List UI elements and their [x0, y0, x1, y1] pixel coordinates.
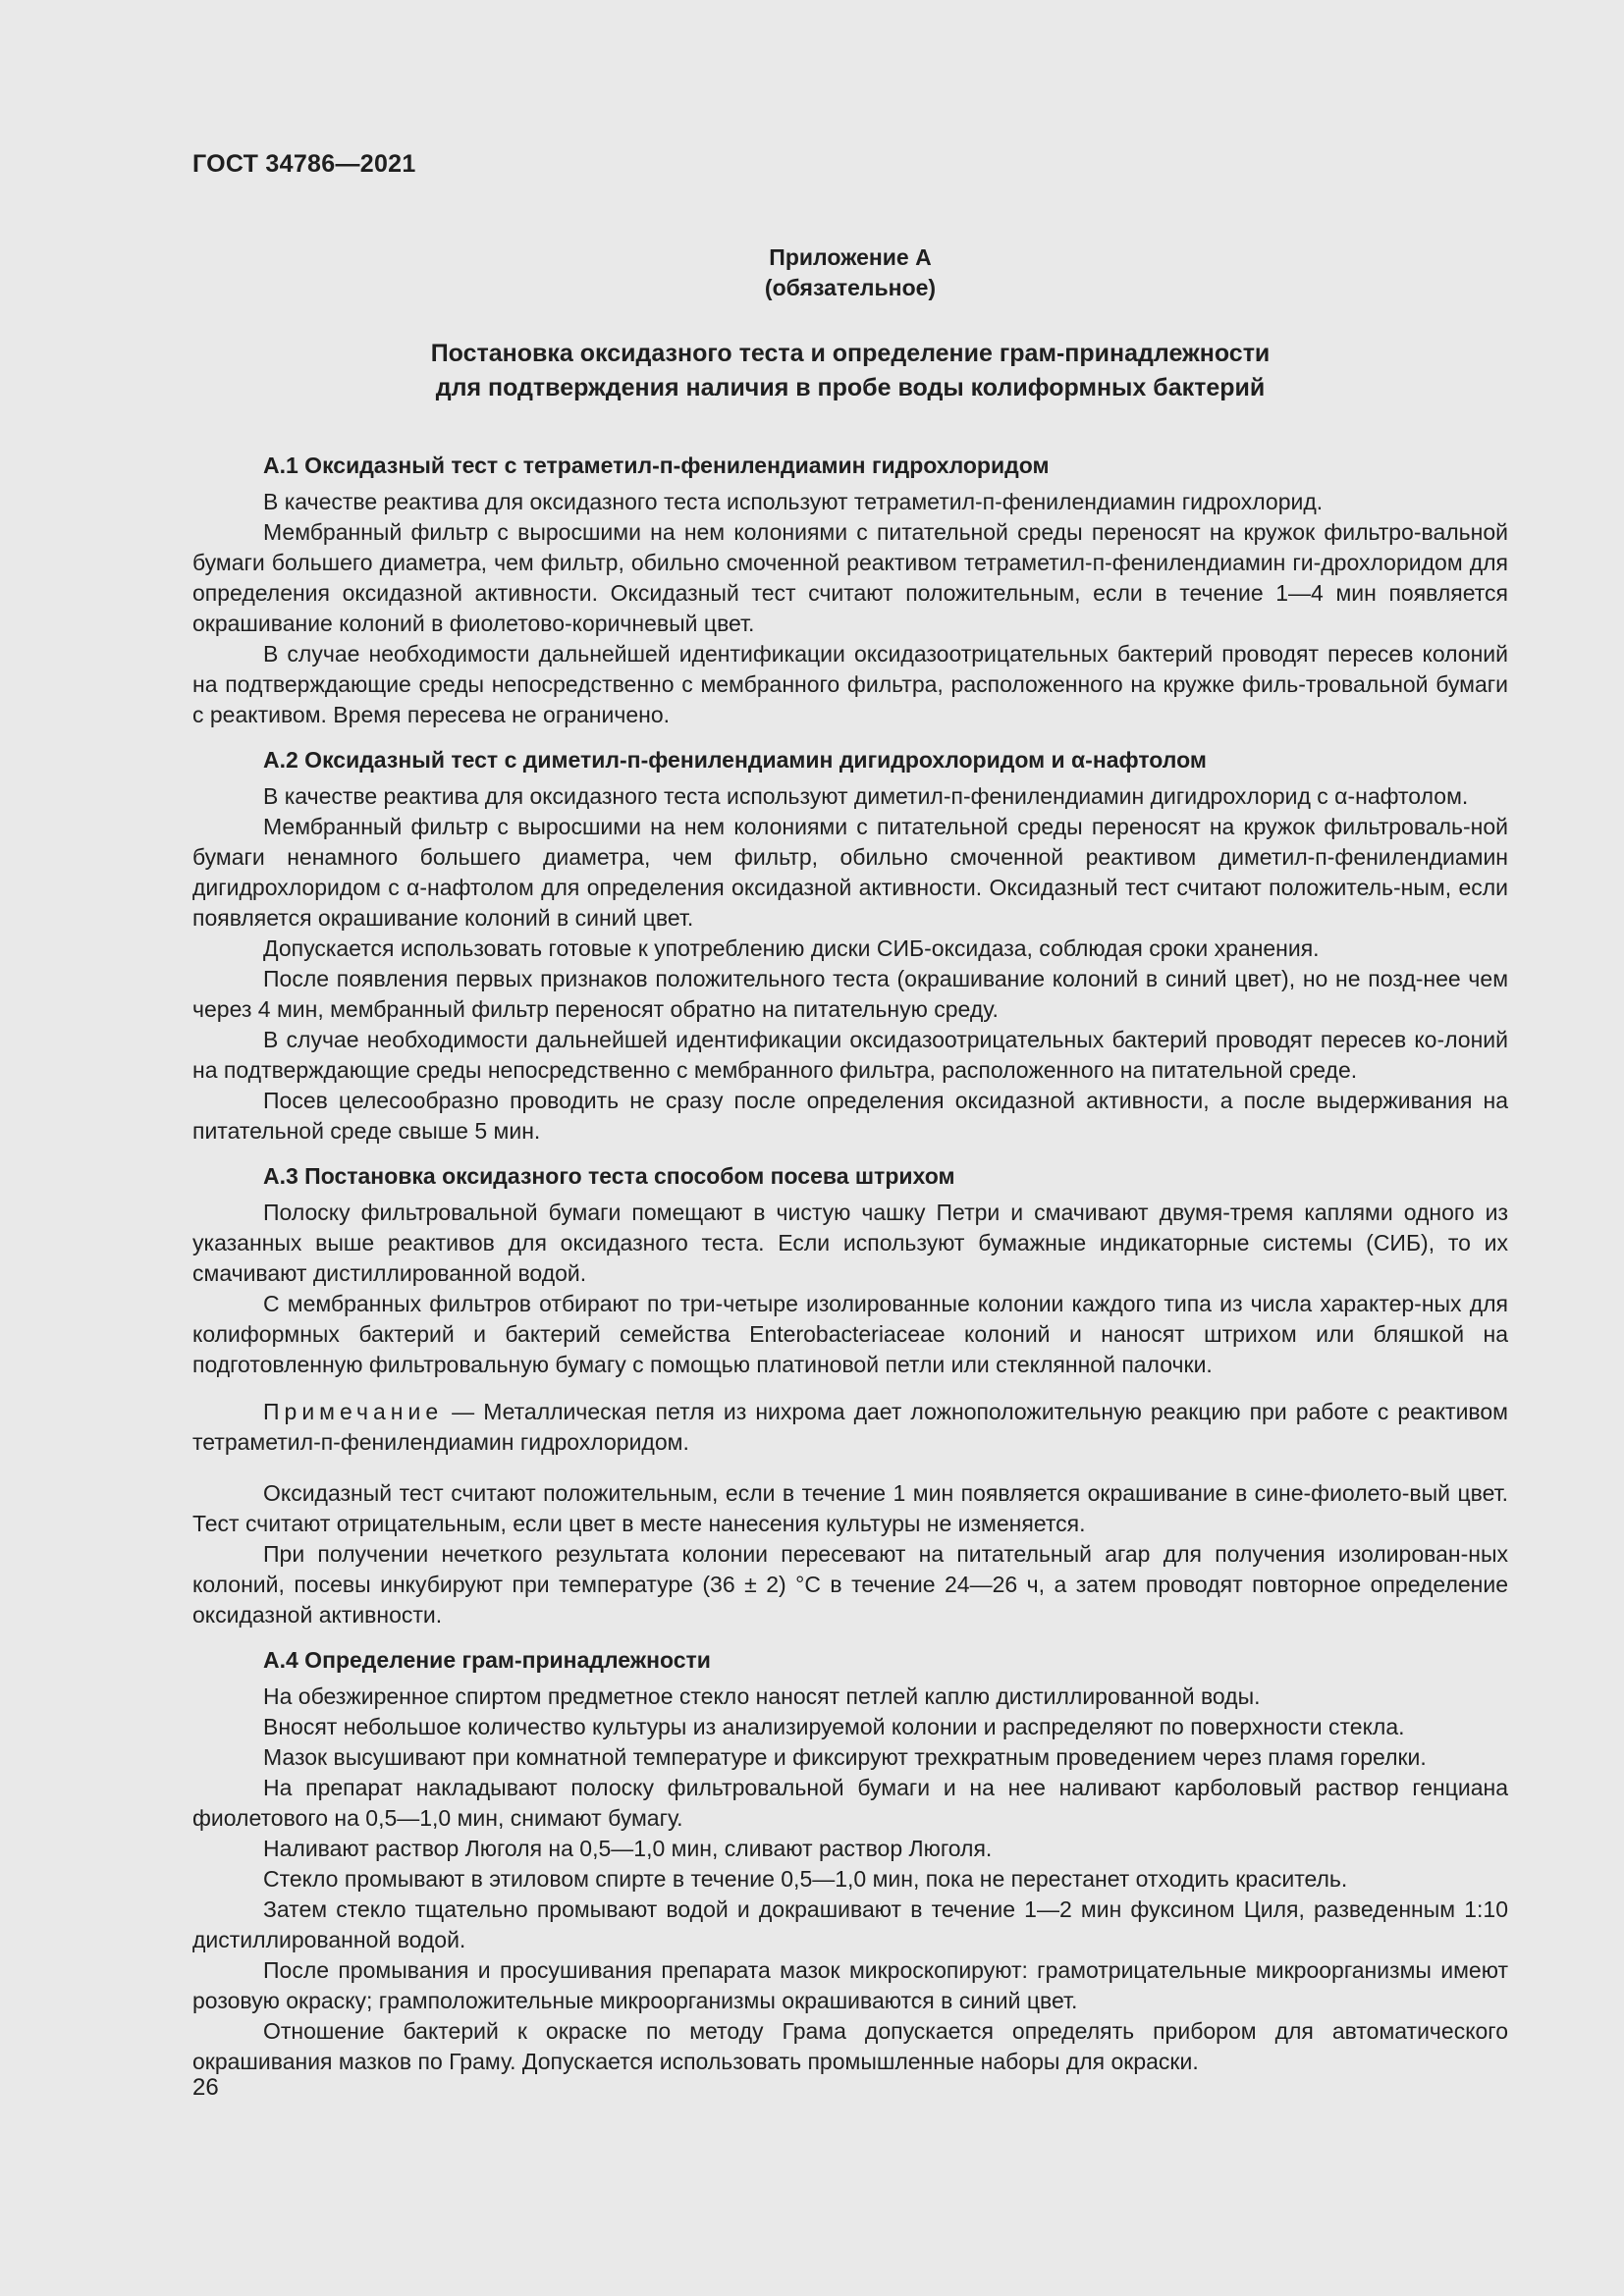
paragraph: Отношение бактерий к окраске по методу Грама допускается определять прибором для автоматического окрашивания мазков по Граму. Допускается использовать промышленные наборы для окраски. [192, 2018, 1508, 2074]
section-a4-heading: А.4 Определение грам-принадлежности [263, 1647, 711, 1673]
paragraph: В случае необходимости дальнейшей идентификации оксидазоотрицательных бактерий проводят пересев ко-лоний на подтверждающие среды непосредственно с мембранного фильтра, расположенного на питательной среде. [192, 1027, 1508, 1083]
note [192, 1397, 1508, 1458]
paragraph: Оксидазный тест считают положительным, если в течение 1 мин появляется окрашивание в сине-фиолето-вый цвет. Тест считают отрицательным, если цвет в месте нанесения культуры не изменяется. [192, 1480, 1508, 1536]
paragraph: После появления первых признаков положительного теста (окрашивание колоний в синий цвет), но не позд-нее чем через 4 мин, мембранный фильтр переносят обратно на питательную среду. [192, 966, 1508, 1022]
section-a1-heading: А.1 Оксидазный тест с тетраметил-п-фенилендиамин гидрохлоридом [263, 453, 1050, 478]
paragraph: После промывания и просушивания препарата мазок микроскопируют: грамотрицательные микроорганизмы имеют розовую окраску; грамположительные микроорганизмы окрашиваются в синий цвет. [192, 1957, 1508, 2013]
paragraph: Затем стекло тщательно промывают водой и докрашивают в течение 1—2 мин фуксином Циля, разведенным 1:10 дистиллированной водой. [192, 1896, 1508, 1952]
section-a4 [192, 1645, 1508, 2077]
note-text: — Металлическая петля из нихрома дает ложноположительную реакцию при работе с реактивом тетраметил-п-фенилендиамин гидрохлоридом. [192, 1399, 1508, 1455]
paragraph: В случае необходимости дальнейшей идентификации оксидазоотрицательных бактерий проводят пересев колоний на подтверждающие среды непосредственно с мембранного фильтра, расположенного на кружке филь-тровальной бумаги с реактивом. Время пересева не ограничено. [192, 641, 1508, 727]
section-a2-heading: А.2 Оксидазный тест с диметил-п-фенилендиамин дигидрохлоридом и α-нафтолом [263, 747, 1207, 773]
paragraph: В качестве реактива для оксидазного теста используют тетраметил-п-фенилендиамин гидрохлорид. [263, 489, 1324, 514]
paragraph: В качестве реактива для оксидазного теста используют диметил-п-фенилендиамин дигидрохлорид с α-нафтолом. [263, 783, 1469, 809]
annex-title-line-1: Постановка оксидазного теста и определение грам-принадлежности [430, 340, 1271, 367]
section-a3-heading: А.3 Постановка оксидазного теста способом посева штрихом [263, 1163, 955, 1189]
document-page [192, 147, 1508, 2077]
paragraph: Допускается использовать готовые к употреблению диски СИБ-оксидаза, соблюдая сроки хранения. [263, 935, 1320, 961]
paragraph: Посев целесообразно проводить не сразу после определения оксидазной активности, а после выдерживания на питательной среде свыше 5 мин. [192, 1088, 1508, 1144]
annex-title-line-2: для подтверждения наличия в пробе воды колиформных бактерий [435, 374, 1266, 401]
section-a3 [192, 1161, 1508, 1630]
paragraph: Стекло промывают в этиловом спирте в течение 0,5—1,0 мин, пока не перестанет отходить краситель. [263, 1866, 1348, 1892]
paragraph: На обезжиренное спиртом предметное стекло наносят петлей каплю дистиллированной воды. [263, 1683, 1261, 1709]
section-a1 [192, 451, 1508, 730]
annex-title [192, 337, 1508, 405]
page-number: 26 [192, 2074, 219, 2101]
paragraph: С мембранных фильтров отбирают по три-четыре изолированные колонии каждого типа из числа характер-ных для колиформных бактерий и бактерий семейства Enterobacteriaceae колоний и наносят штрихом или бляшкой на подготовленную фильтровальную бумагу с помощью платиновой петли или стеклянной палочки. [192, 1291, 1508, 1377]
paragraph: На препарат накладывают полоску фильтровальной бумаги и на нее наливают карболовый раствор генциана фиолетового на 0,5—1,0 мин, снимают бумагу. [192, 1775, 1508, 1831]
annex-status: (обязательное) [764, 275, 937, 300]
paragraph: Наливают раствор Люголя на 0,5—1,0 мин, сливают раствор Люголя. [263, 1836, 993, 1861]
paragraph: Мембранный фильтр с выросшими на нем колониями с питательной среды переносят на кружок фильтро-вальной бумаги большего диаметра, чем фильтр, обильно смоченной реактивом тетраметил-п-фенилендиамин ги-дрохлоридом для определения оксидазной активности. Оксидазный тест считают положительным, если в течение 1—4 мин появляется окрашивание колоний в фиолетово-коричневый цвет. [192, 519, 1508, 636]
section-a2 [192, 745, 1508, 1147]
paragraph: При получении нечеткого результата колонии пересевают на питательный агар для получения изолирован-ных колоний, посевы инкубируют при температуре (36 ± 2) °С в течение 24—26 ч, а затем проводят повторное определение оксидазной активности. [192, 1541, 1508, 1628]
paragraph: Вносят небольшое количество культуры из анализируемой колонии и распределяют по поверхности стекла. [263, 1714, 1405, 1739]
document-id: ГОСТ 34786—2021 [192, 150, 416, 178]
paragraph: Мазок высушивают при комнатной температуре и фиксируют трехкратным проведением через пламя горелки. [263, 1744, 1427, 1770]
annex-label: Приложение А [769, 244, 932, 270]
paragraph: Полоску фильтровальной бумаги помещают в чистую чашку Петри и смачивают двумя-тремя каплями одного из указанных выше реактивов для оксидазного теста. Если используют бумажные индикаторные системы (СИБ), то их смачивают дистиллированной водой. [192, 1200, 1508, 1286]
note-label: Примечание [263, 1399, 444, 1424]
paragraph: Мембранный фильтр с выросшими на нем колониями с питательной среды переносят на кружок фильтроваль-ной бумаги ненамного большего диаметра, чем фильтр, обильно смоченной реактивом диметил-п-фенилендиамин дигидрохлоридом с α-нафтолом для определения оксидазной активности. Оксидазный тест считают положитель-ным, если появляется окрашивание колоний в синий цвет. [192, 814, 1508, 931]
